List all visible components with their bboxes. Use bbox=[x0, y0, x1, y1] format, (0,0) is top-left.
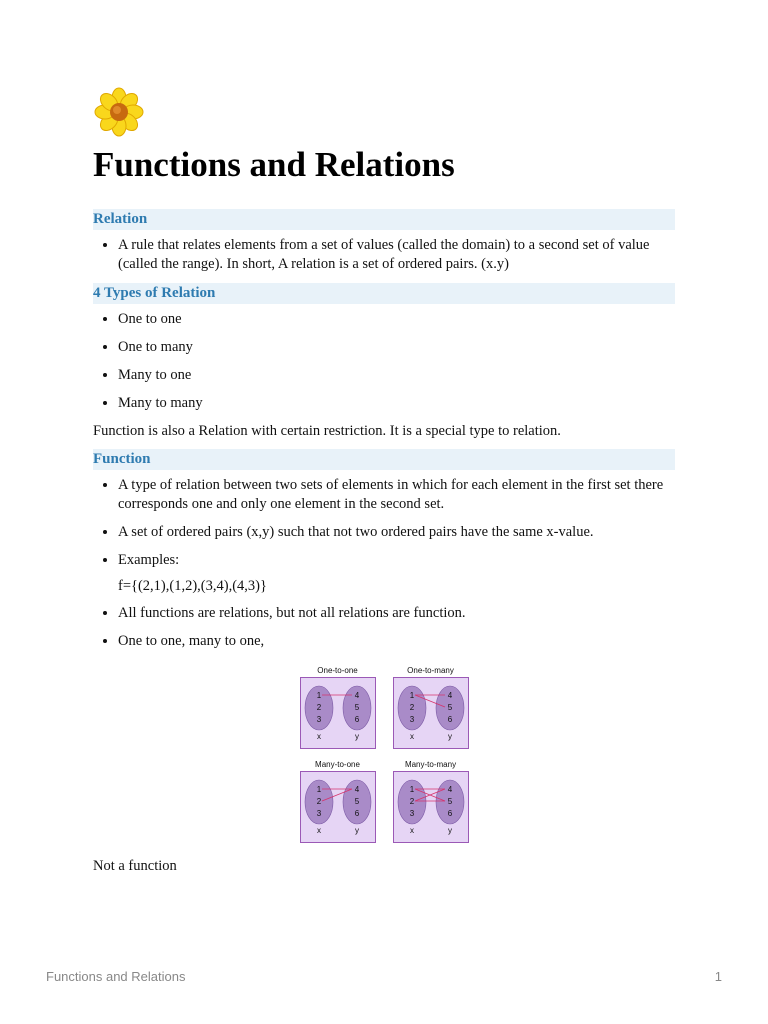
y-value: 6 bbox=[354, 808, 359, 818]
y-value: 4 bbox=[354, 690, 359, 700]
y-value: 5 bbox=[447, 796, 452, 806]
diagram-cell bbox=[300, 665, 376, 749]
x-value: 3 bbox=[409, 808, 414, 818]
page-content bbox=[93, 86, 675, 884]
mapping-diagram bbox=[300, 677, 376, 749]
x-value: 2 bbox=[409, 796, 414, 806]
list-item: • A type of relation between two sets of elements in which for each element in the first set there corresponds one and only one element in the second set. bbox=[118, 476, 675, 514]
x-value: 3 bbox=[316, 714, 321, 724]
footer-page-number: 1 bbox=[714, 969, 722, 984]
y-axis-label: y bbox=[354, 825, 359, 835]
y-value: 6 bbox=[447, 808, 452, 818]
list-item: • Examples: bbox=[118, 551, 675, 570]
x-value: 2 bbox=[316, 702, 321, 712]
diagram-cell bbox=[300, 759, 376, 843]
footer-title: Functions and Relations bbox=[46, 969, 186, 984]
x-value: 3 bbox=[316, 808, 321, 818]
mapping-diagram bbox=[300, 771, 376, 843]
mapping-diagram bbox=[393, 677, 469, 749]
section-heading-relation: Relation bbox=[93, 209, 675, 230]
list-item: • One to many bbox=[118, 338, 675, 357]
x-value: 1 bbox=[409, 690, 414, 700]
section-heading-types: 4 Types of Relation bbox=[93, 283, 675, 304]
x-value: 1 bbox=[409, 784, 414, 794]
x-value: 3 bbox=[409, 714, 414, 724]
y-value: 6 bbox=[354, 714, 359, 724]
x-value: 1 bbox=[316, 690, 321, 700]
y-value: 4 bbox=[447, 784, 452, 794]
function-note: Function is also a Relation with certain restriction. It is a special type to relation. bbox=[93, 422, 561, 439]
x-value: 1 bbox=[316, 784, 321, 794]
x-axis-label: x bbox=[409, 825, 414, 835]
relation-diagram bbox=[93, 665, 675, 843]
page-title: Functions and Relations bbox=[93, 145, 455, 184]
x-axis-label: x bbox=[316, 825, 321, 835]
y-value: 4 bbox=[354, 784, 359, 794]
types-list bbox=[93, 310, 675, 413]
list-item: • Many to one bbox=[118, 366, 675, 385]
diagram-cell bbox=[393, 665, 469, 749]
y-axis-label: y bbox=[447, 825, 452, 835]
y-axis-label: y bbox=[354, 731, 359, 741]
list-item: • A rule that relates elements from a set of values (called the domain) to a second set of value (called the range). In short, A relation is a set of ordered pairs. (x.y) bbox=[118, 236, 675, 274]
sunflower-icon bbox=[93, 86, 145, 138]
diagram-title: One-to-many bbox=[407, 665, 454, 675]
diagram-grid bbox=[300, 665, 469, 843]
y-value: 5 bbox=[354, 796, 359, 806]
y-axis-label: y bbox=[447, 731, 452, 741]
example-formula: f={(2,1),(1,2),(3,4),(4,3)} bbox=[118, 577, 267, 594]
y-value: 5 bbox=[447, 702, 452, 712]
function-list-continued bbox=[93, 604, 675, 651]
list-item: • Many to many bbox=[118, 394, 675, 413]
list-item: • All functions are relations, but not all relations are function. bbox=[118, 604, 675, 623]
y-value: 6 bbox=[447, 714, 452, 724]
x-axis-label: x bbox=[316, 731, 321, 741]
mapping-diagram bbox=[393, 771, 469, 843]
diagram-title: Many-to-many bbox=[404, 759, 457, 769]
diagram-title: One-to-one bbox=[317, 665, 358, 675]
relation-list bbox=[93, 236, 675, 274]
diagram-title: Many-to-one bbox=[315, 759, 360, 769]
list-item: • One to one bbox=[118, 310, 675, 329]
x-value: 2 bbox=[409, 702, 414, 712]
function-list bbox=[93, 476, 675, 570]
section-heading-function: Function bbox=[93, 449, 675, 470]
not-function-caption: Not a function bbox=[93, 857, 177, 874]
x-value: 2 bbox=[316, 796, 321, 806]
y-value: 4 bbox=[447, 690, 452, 700]
list-item: • A set of ordered pairs (x,y) such that not two ordered pairs have the same x-value. bbox=[118, 523, 675, 542]
diagram-cell bbox=[393, 759, 469, 843]
list-item: • One to one, many to one, bbox=[118, 632, 675, 651]
x-axis-label: x bbox=[409, 731, 414, 741]
y-value: 5 bbox=[354, 702, 359, 712]
